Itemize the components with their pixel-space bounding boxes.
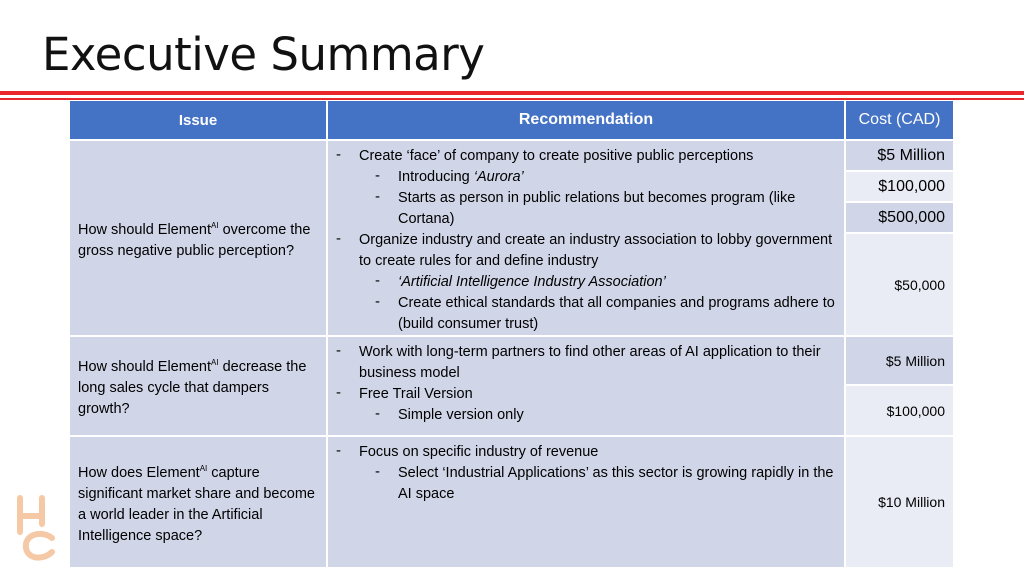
recommendation-item: - Focus on specific industry of revenue [336,442,836,463]
recommendation-subitem: - Starts as person in public relations but becomes program (like Cortana) [336,188,836,230]
issue-text: How should Element$^{AI}$ decrease the long sales cycle that dampers growth? [78,358,307,417]
hc-logo [12,494,62,564]
cost-value: $5 Million [846,337,953,386]
title-divider-thick [0,91,1024,95]
issue-cell [70,141,328,337]
recommendation-subitem: - ‘Artificial Intelligence Industry Association’ [336,272,836,293]
header-cost: Cost (CAD) [846,101,953,141]
cost-value: $10 Million [846,437,953,567]
recommendation-subitem: - Select ‘Industrial Applications’ as this sector is growing rapidly in the AI space [336,463,836,505]
cost-value: $500,000 [846,203,953,234]
cost-cell [846,437,953,567]
recommendation-item: - Organize industry and create an industry association to lobby government to create rules for and define industry [336,230,836,272]
cost-value: $100,000 [846,172,953,203]
recommendation-item: - Free Trail Version [336,384,836,405]
recommendation-subitem: - Create ethical standards that all companies and programs adhere to (build consumer trust) [336,293,836,335]
issue-cell [70,437,328,567]
recommendation-cell [328,141,846,337]
cost-value: $100,000 [846,386,953,435]
cost-cell [846,141,953,337]
recommendation-item: - Work with long-term partners to find other areas of AI application to their business model [336,342,836,384]
recommendation-cell [328,437,846,567]
recommendation-subitem: - Simple version only [336,405,836,426]
cost-value: $5 Million [846,141,953,172]
slide-title: Executive Summary [42,28,485,81]
header-recommendation: Recommendation [328,101,846,141]
recommendation-item: - Create ‘face’ of company to create positive public perceptions [336,146,836,167]
cost-value: $50,000 [846,234,953,335]
issue-cell [70,337,328,437]
title-divider-thin [0,98,1024,100]
issue-text: How does Element$^{AI}$ capture significant market share and become a world leader in the Artificial Intelligence space? [78,463,315,544]
header-issue: Issue [70,101,328,141]
summary-table [70,101,953,567]
recommendation-cell [328,337,846,437]
issue-text: How should Element$^{AI}$ overcome the gross negative public perception? [78,220,311,259]
cost-cell [846,337,953,437]
recommendation-subitem: - Introducing ‘Aurora’ [336,167,836,188]
